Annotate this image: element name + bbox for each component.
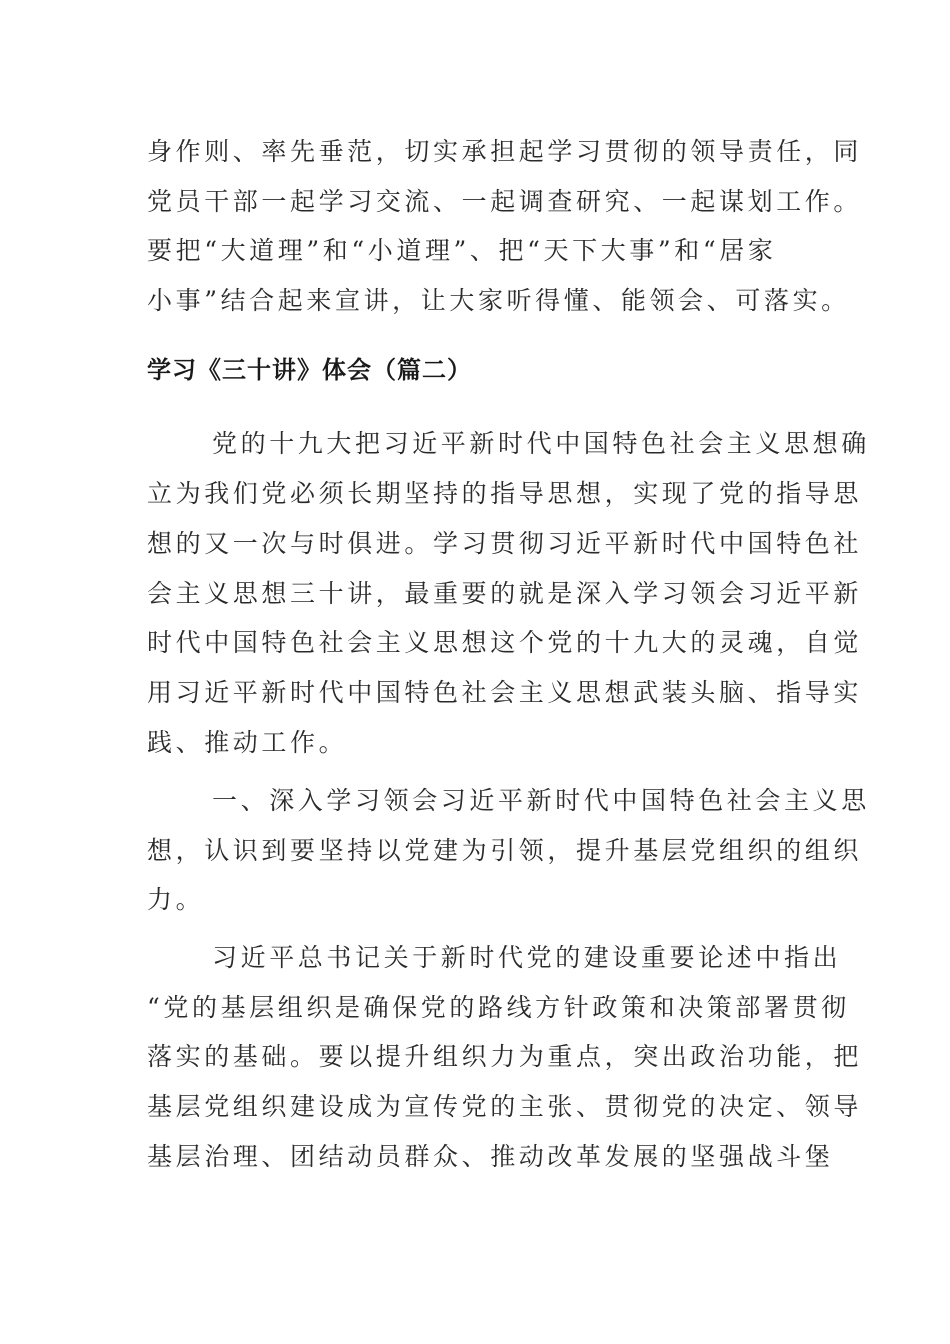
- para1-line-6: 用习近平新时代中国特色社会主义思想武装头脑、指导实: [147, 678, 863, 707]
- para1-line-5: 时代中国特色社会主义思想这个党的十九大的灵魂，自觉: [147, 628, 863, 657]
- intro-line-1: 身作则、率先垂范，切实承担起学习贯彻的领导责任，同: [147, 137, 863, 166]
- para3-line-5: 基层治理、团结动员群众、推动改革发展的坚强战斗堡: [147, 1142, 834, 1171]
- para1-line-2: 立为我们党必须长期坚持的指导思想，实现了党的指导思: [147, 479, 863, 508]
- para2-line-2: 想，认识到要坚持以党建为引领，提升基层党组织的组织: [147, 836, 863, 865]
- para1-line-1: 党的十九大把习近平新时代中国特色社会主义思想确: [212, 429, 870, 458]
- intro-line-2: 党员干部一起学习交流、一起调查研究、一起谋划工作。: [147, 187, 863, 216]
- section-heading: 学习《三十讲》体会（篇二）: [147, 356, 472, 384]
- para3-line-4: 基层党组织建设成为宣传党的主张、贯彻党的决定、领导: [147, 1092, 863, 1121]
- para1-line-3: 想的又一次与时俱进。学习贯彻习近平新时代中国特色社: [147, 529, 863, 558]
- para3-line-2: “党的基层组织是确保党的路线方针政策和决策部署贯彻: [147, 993, 850, 1022]
- para3-line-1: 习近平总书记关于新时代党的建设重要论述中指出: [212, 943, 842, 972]
- para2-line-1: 一、深入学习领会习近平新时代中国特色社会主义思: [212, 786, 870, 815]
- para3-line-3: 落实的基础。要以提升组织力为重点，突出政治功能，把: [147, 1042, 863, 1071]
- para1-line-4: 会主义思想三十讲，最重要的就是深入学习领会习近平新: [147, 579, 863, 608]
- para2-line-3: 力。: [147, 885, 205, 914]
- para1-line-7: 践、推动工作。: [147, 728, 348, 757]
- intro-line-4: 小事”结合起来宣讲，让大家听得懂、能领会、可落实。: [147, 286, 850, 315]
- intro-line-3: 要把“大道理”和“小道理”、把“天下大事”和“居家: [147, 236, 777, 265]
